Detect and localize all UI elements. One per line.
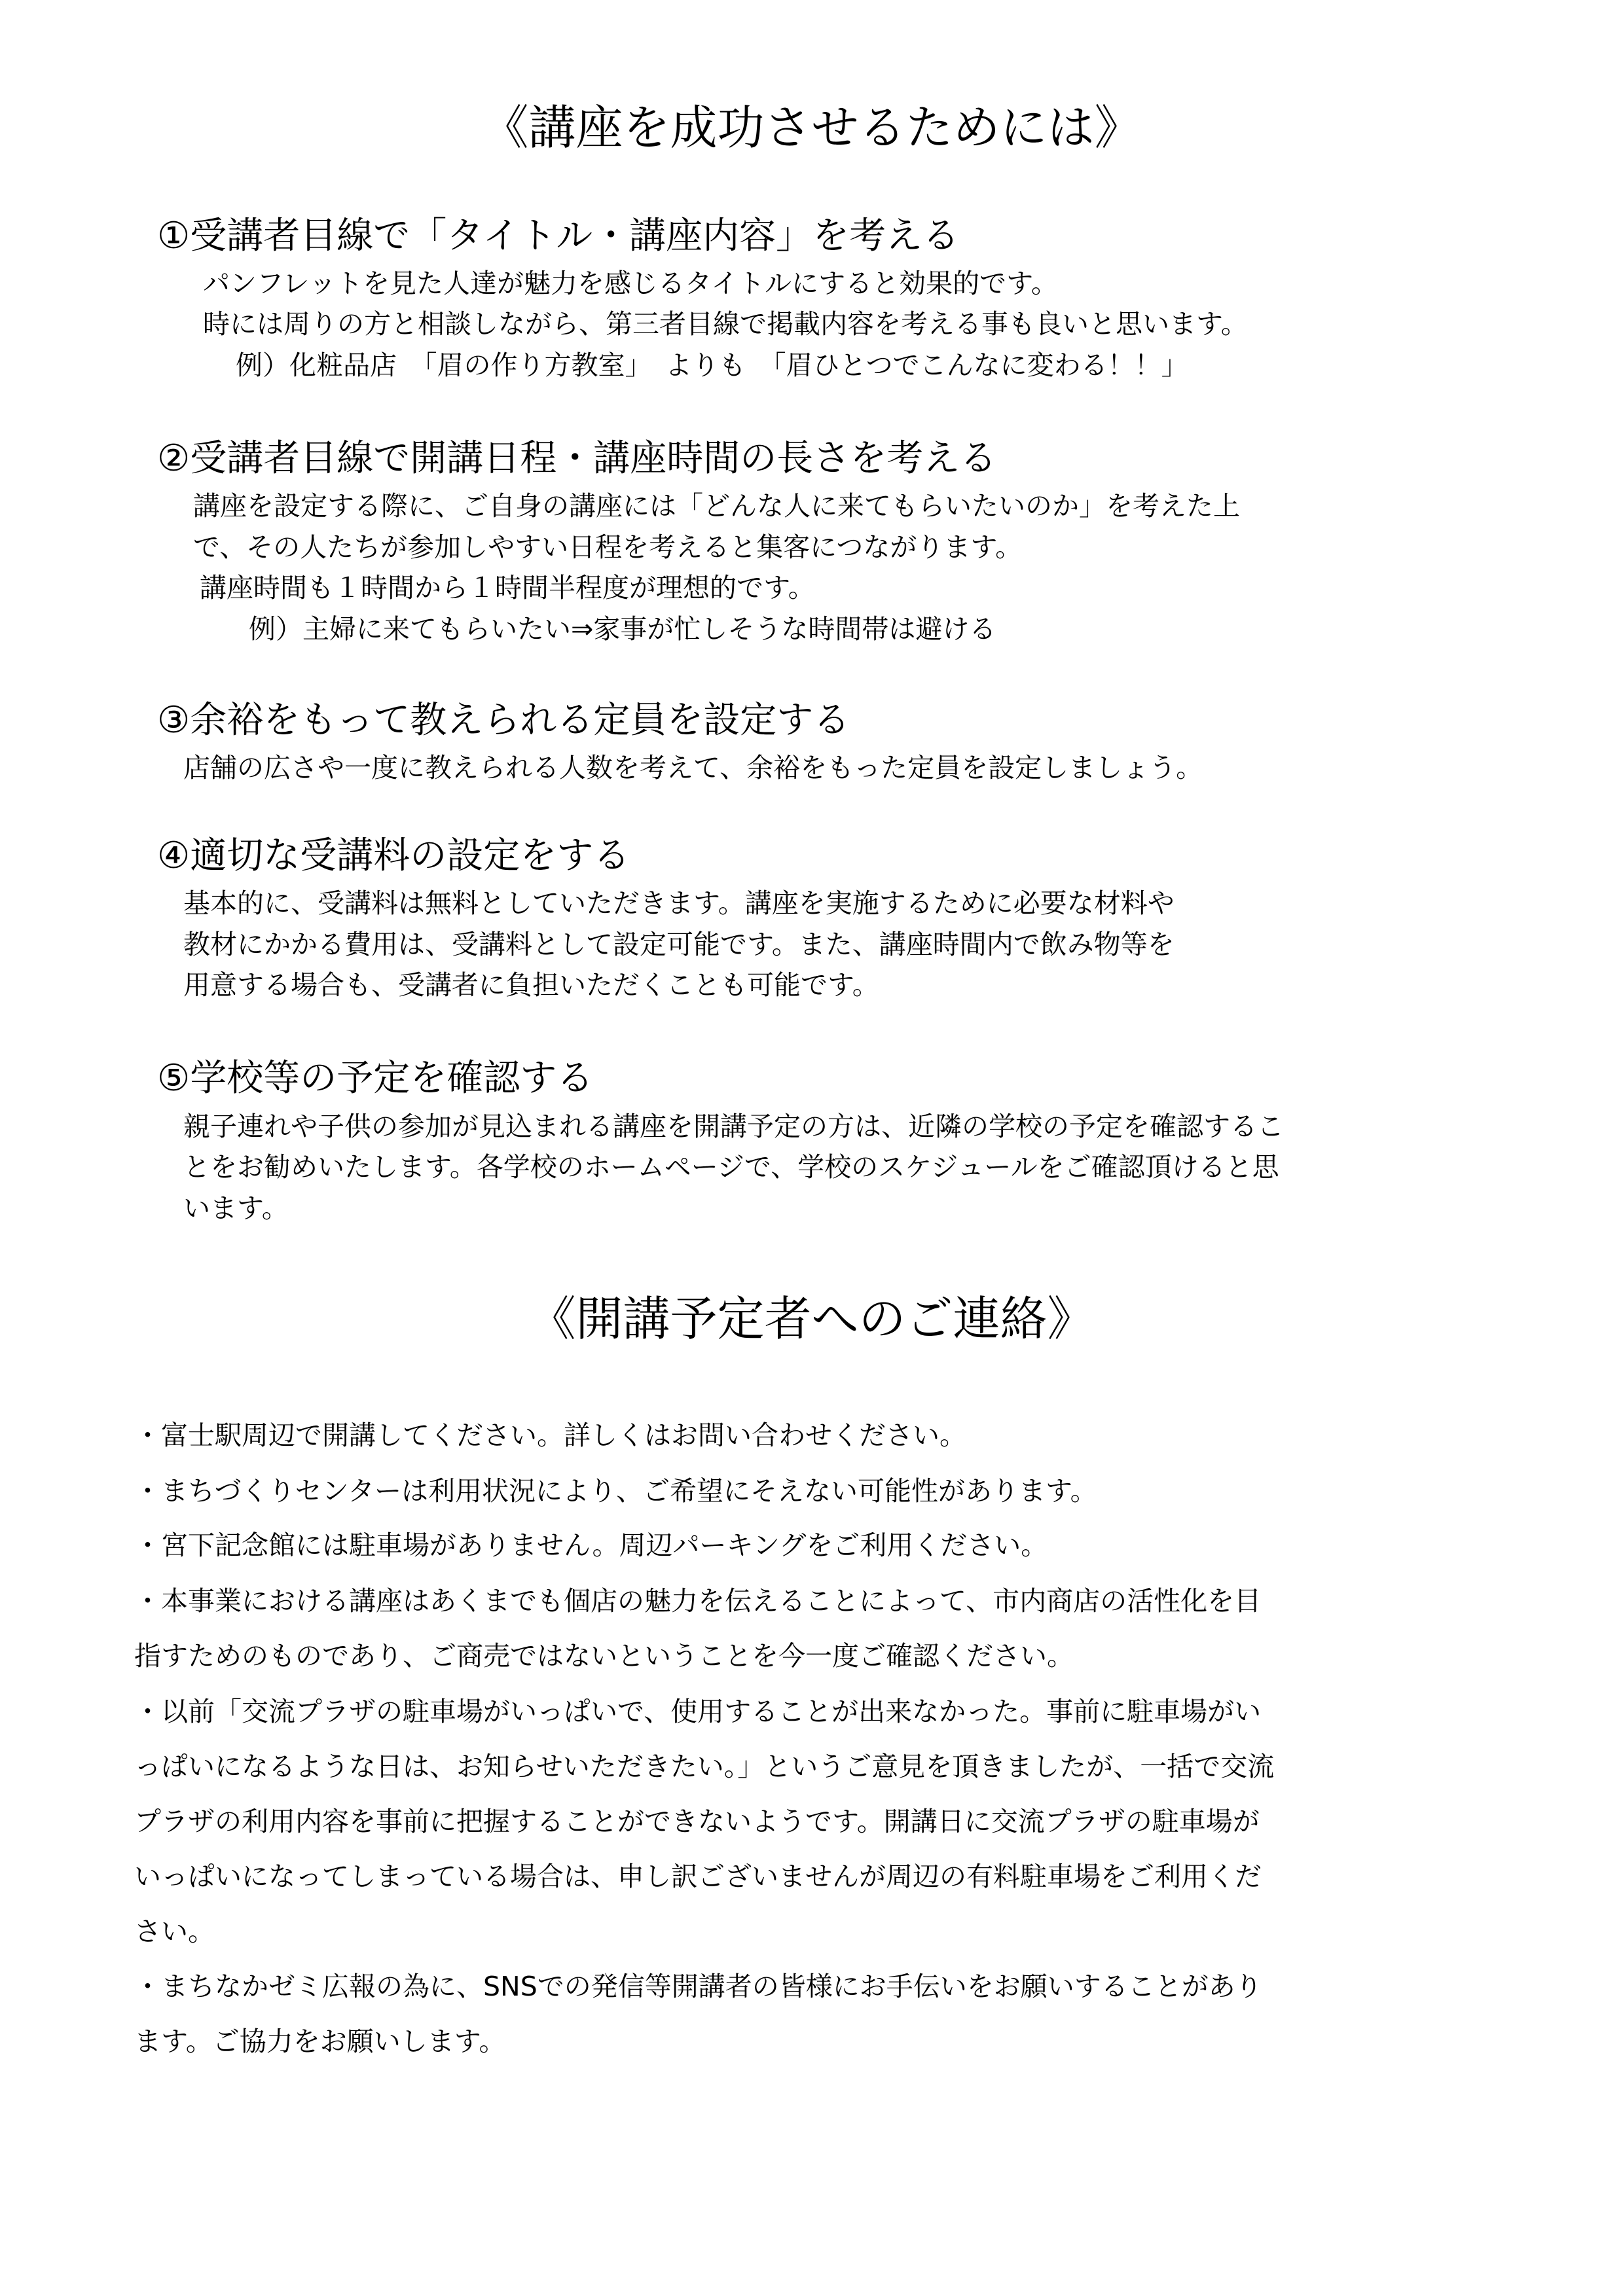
- section-3-heading: ③余裕をもって教えられる定員を設定する: [157, 699, 850, 742]
- note-line-6: ・以前「交流プラザの駐車場がいっぱいで、使用することが出来なかった。事前に駐車場がい: [134, 1696, 1262, 1727]
- note-line-5: 指すためのものであり、ご商売ではないということを今一度ご確認ください。: [134, 1640, 1074, 1672]
- note-line-8: プラザの利用内容を事前に把握することができないようです。開講日に交流プラザの駐車場が: [134, 1806, 1260, 1837]
- section-5-heading: ⑤学校等の予定を確認する: [157, 1057, 594, 1100]
- note-line-3: ・宮下記念館には駐車場がありません。周辺パーキングをご利用ください。: [134, 1530, 1048, 1561]
- note-line-2: ・まちづくりセンターは利用状況により、ご希望にそえない可能性があります。: [134, 1475, 1097, 1507]
- main-title: 《講座を成功させるためには》: [481, 100, 1142, 155]
- section-2-line-1: 講座を設定する際に、ご自身の講座には「どんな人に来てもらいたいのか」を考えた上: [193, 490, 1240, 522]
- section-4-heading: ④適切な受講料の設定をする: [157, 834, 630, 877]
- section-4-line-2: 教材にかかる費用は、受講料として設定可能です。また、講座時間内で飲み物等を: [183, 929, 1175, 960]
- section-3-line-1: 店舗の広さや一度に教えられる人数を考えて、余裕をもった定員を設定しましょう。: [183, 752, 1203, 783]
- section-1-line-1: パンフレットを見た人達が魅力を感じるタイトルにすると効果的です。: [203, 268, 1058, 299]
- section-2-heading: ②受講者目線で開講日程・講座時間の長さを考える: [157, 437, 997, 480]
- section-1-line-2: 時には周りの方と相談しながら、第三者目線で掲載内容を考える事も良いと思います。: [203, 308, 1248, 340]
- note-line-1: ・富士駅周辺で開講してください。詳しくはお問い合わせください。: [134, 1420, 966, 1451]
- section-4-line-1: 基本的に、受講料は無料としていただきます。講座を実施するために必要な材料や: [183, 888, 1175, 919]
- section-5-line-3: います。: [183, 1193, 289, 1224]
- note-line-9: いっぱいになってしまっている場合は、申し訳ございませんが周辺の有料駐車場をご利用くだ: [134, 1861, 1262, 1892]
- section-2-line-3: 講座時間も１時間から１時間半程度が理想的です。: [200, 572, 815, 603]
- section-5-line-1: 親子連れや子供の参加が見込まれる講座を開講予定の方は、近隣の学校の予定を確認するこ: [183, 1111, 1284, 1142]
- section-2-example: 例）主婦に来てもらいたい⇒家事が忙しそうな時間帯は避ける: [249, 613, 996, 645]
- section-5-line-2: とをお勧めいたします。各学校のホームページで、学校のスケジュールをご確認頂けると思: [183, 1151, 1279, 1183]
- section-2-line-2: で、その人たちが参加しやすい日程を考えると集客につながります。: [193, 531, 1023, 563]
- note-line-10: さい。: [134, 1916, 215, 1947]
- note-line-12: ます。ご協力をお願いします。: [134, 2026, 506, 2057]
- section-4-line-3: 用意する場合も、受講者に負担いただくことも可能です。: [183, 969, 879, 1001]
- contact-title: 《開講予定者へのご連絡》: [528, 1291, 1095, 1346]
- section-1-example: 例）化粧品店 「眉の作り方教室」 よりも 「眉ひとつでこんなに変わる！！」: [236, 350, 1188, 381]
- section-1-heading: ①受講者目線で「タイトル・講座内容」を考える: [157, 215, 960, 257]
- note-line-4: ・本事業における講座はあくまでも個店の魅力を伝えることによって、市内商店の活性化を目: [134, 1585, 1262, 1617]
- note-line-7: っぱいになるような日は、お知らせいただきたい。」というご意見を頂きましたが、一括で交流: [134, 1751, 1275, 1782]
- note-line-11: ・まちなかゼミ広報の為に、SNSでの発信等開講者の皆様にお手伝いをお願いすることがあり: [134, 1971, 1262, 2002]
